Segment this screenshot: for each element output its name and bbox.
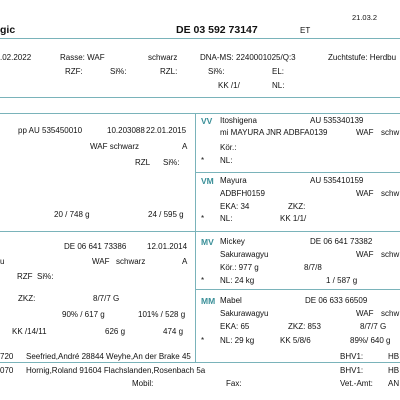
sire-birth-date: 22.01.2015 (146, 126, 187, 135)
breeding-level: Zuchtstufe: Herdbu (328, 53, 397, 62)
vv-star: * (201, 156, 205, 165)
mv-label: MV (201, 237, 214, 247)
sire-si: Si%: (163, 158, 180, 167)
rzf-label: RZF: (65, 67, 83, 76)
animal-name-fragment: gic (0, 24, 16, 36)
footer-number-1: 720 (0, 352, 14, 361)
kk-value: KK /1/ (218, 81, 240, 90)
rzl-label: RZL: (160, 67, 178, 76)
footer-fax-label: Fax: (226, 379, 242, 388)
mv-mm-divider (195, 289, 400, 290)
mm-line2: Sakurawagyu (220, 309, 269, 318)
sire-a-flag: A (182, 142, 188, 151)
vm-kk: KK 1/1/ (280, 214, 307, 223)
nl-label: NL: (272, 81, 285, 90)
vv-nl: NL: (220, 156, 233, 165)
color: schwarz (148, 53, 178, 62)
si2-label: Si%: (208, 67, 225, 76)
footer-vet-label: Vet.-Amt: (340, 379, 373, 388)
dam-breed: WAF (92, 257, 110, 266)
print-date: 21.03.2 (352, 13, 378, 22)
mm-registration: DE 06 633 66509 (305, 296, 368, 305)
sire-weight-1: 20 / 748 g (54, 210, 90, 219)
vm-color: schw (381, 189, 400, 198)
dna-ms: DNA-MS: 2240001025/Q:3 (200, 53, 296, 62)
footer-vet-value: AN (388, 379, 400, 388)
mm-star: * (201, 336, 205, 345)
dam-weight-1: 626 g (105, 327, 126, 336)
vv-label: VV (201, 116, 213, 126)
mm-name: Mabel (220, 296, 242, 305)
mv-color: schw (381, 250, 400, 259)
mm-breed: WAF (356, 309, 374, 318)
vm-zkz: ZKZ: (288, 202, 306, 211)
footer-bhv1-label-2: BHV1: (340, 366, 364, 375)
dam-color: schwarz (116, 257, 146, 266)
pedigree-mid-line (0, 231, 400, 232)
si-label: Si%: (110, 67, 127, 76)
mv-nl: NL: 24 kg (220, 276, 255, 285)
dam-si: Si%: (37, 272, 54, 281)
vm-name: Mayura (220, 176, 247, 185)
vm-line2: ADBFH0159 (220, 189, 265, 198)
dam-pct-1: 90% / 617 g (62, 310, 105, 319)
mm-kk: KK 5/8/6 (280, 336, 311, 345)
mv-line2: Sakurawagyu (220, 250, 269, 259)
footer-owner-2: Hornig,Roland 91604 Flachslanden,Rosenbach 5a (26, 366, 206, 375)
mv-breed: WAF (356, 250, 374, 259)
dam-zkz: ZKZ: (18, 294, 36, 303)
vv-kor: Kör.: (220, 143, 237, 152)
dam-name-fragment: u (0, 257, 5, 266)
vv-line2: mi MAYURA JNR ADBFA0139 (220, 128, 328, 137)
mm-eka: EKA: 65 (220, 322, 250, 331)
mm-label: MM (201, 296, 216, 306)
mm-zkz: ZKZ: 853 (288, 322, 321, 331)
sire-rzl: RZL (135, 158, 151, 167)
footer-mobil-label: Mobil: (132, 379, 154, 388)
footer-number-2: 070 (0, 366, 14, 375)
breed: Rasse: WAF (60, 53, 105, 62)
sire-weight-2: 24 / 595 g (148, 210, 184, 219)
mv-kor: Kör.: 977 g (220, 263, 259, 272)
dam-pct-2: 101% / 528 g (138, 310, 186, 319)
dam-score: 8/7/7 G (93, 294, 120, 303)
et-marker: ET (300, 26, 311, 35)
vv-name: Itoshigena (220, 116, 257, 125)
dam-birth-date: 12.01.2014 (147, 242, 188, 251)
mm-pct: 89%/ 640 g (350, 336, 391, 345)
dam-kk: KK /14/11 (12, 327, 47, 336)
footer-owner-1: Seefried,André 28844 Weyhe,An der Brake 45 (26, 352, 191, 361)
pedigree-divider (195, 113, 196, 363)
mv-registration: DE 06 641 73382 (310, 237, 373, 246)
vm-star: * (201, 214, 205, 223)
el-label: EL: (272, 67, 285, 76)
vm-label: VM (201, 176, 214, 186)
mv-score: 8/7/8 (304, 263, 322, 272)
sire-ext-number: 10.203088 (107, 126, 145, 135)
registration-number: DE 03 592 73147 (176, 24, 258, 36)
vm-nl: NL: (220, 214, 233, 223)
mv-star: * (201, 276, 205, 285)
vv-vm-divider (195, 172, 400, 173)
sire-breed: WAF schwarz (90, 142, 140, 151)
birth-date: .02.2022 (0, 53, 32, 62)
vv-color: schw (381, 128, 400, 137)
vm-registration: AU 535410159 (310, 176, 364, 185)
vv-breed: WAF (356, 128, 374, 137)
dam-weight-2: 474 g (163, 327, 184, 336)
dam-registration: DE 06 641 73386 (64, 242, 127, 251)
footer-bhv1-label-1: BHV1: (340, 352, 364, 361)
mm-color: schw (381, 309, 400, 318)
mm-nl: NL: 29 kg (220, 336, 255, 345)
dam-rzf: RZF (17, 272, 33, 281)
animal-info-box (0, 38, 400, 98)
dam-a-flag: A (182, 257, 188, 266)
mv-weight: 1 / 587 g (326, 276, 358, 285)
mm-score: 8/7/7 G (360, 322, 387, 331)
vm-breed: WAF (356, 189, 374, 198)
footer-bhv1-value-2: HB (388, 366, 400, 375)
sire-registration: pp AU 535450010 (18, 126, 83, 135)
vm-eka: EKA: 34 (220, 202, 250, 211)
mv-name: Mickey (220, 237, 245, 246)
footer-bhv1-value-1: HB (388, 352, 400, 361)
vv-registration: AU 535340139 (310, 116, 364, 125)
